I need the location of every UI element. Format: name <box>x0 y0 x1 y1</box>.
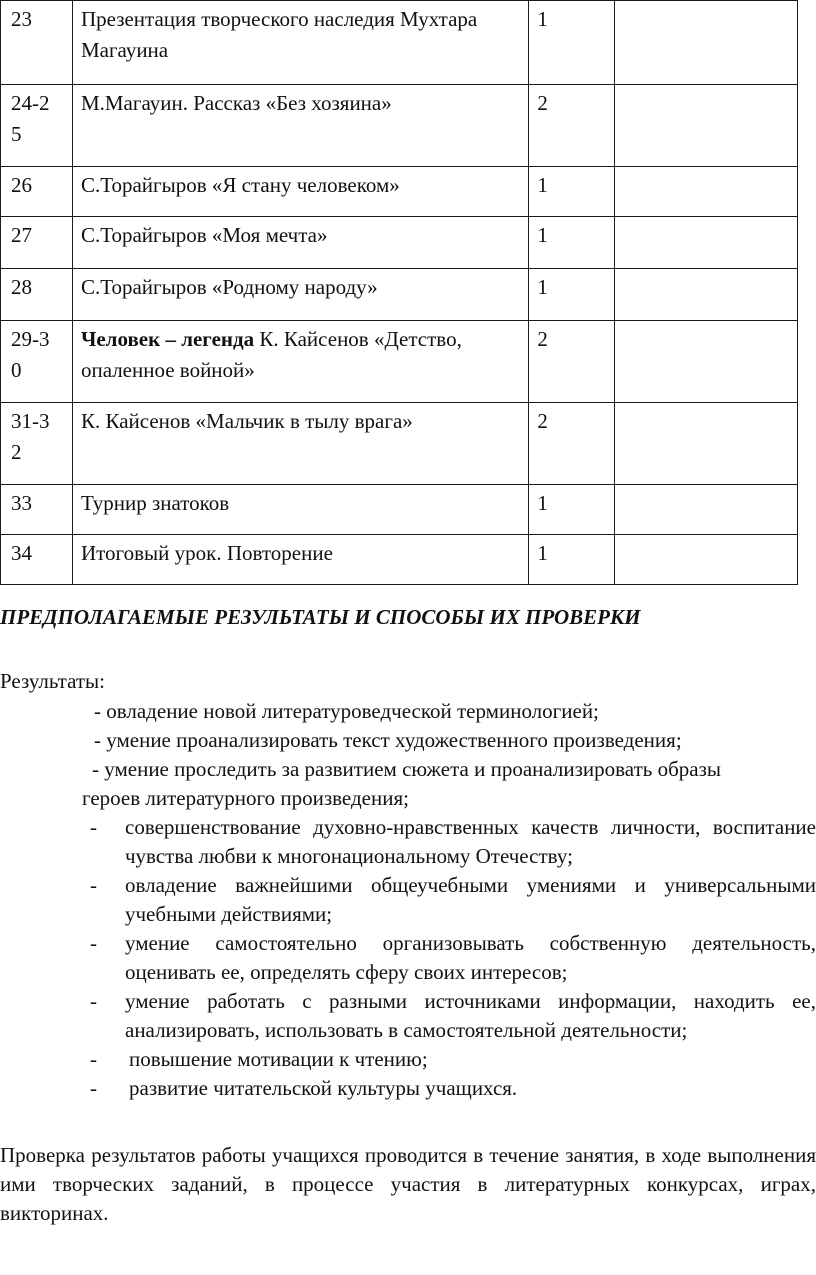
lesson-number-text: 24-25 <box>11 91 50 146</box>
lesson-hours: 1 <box>529 535 615 585</box>
lesson-topic: С.Торайгыров «Родному народу» <box>72 269 528 321</box>
result-item-text: повышение мотивации к чтению; <box>129 1047 428 1071</box>
table-row <box>1 535 798 585</box>
lesson-hours: 2 <box>529 321 615 403</box>
item-dash: - <box>90 1076 97 1100</box>
table-row <box>1 485 798 535</box>
table-row <box>1 167 798 217</box>
result-item <box>0 871 816 929</box>
lesson-hours: 1 <box>529 485 615 535</box>
empty-cell <box>615 1 798 85</box>
table-row <box>1 1 798 85</box>
empty-cell <box>615 403 798 485</box>
result-line-continuation: героев литературного произведения; <box>82 786 409 810</box>
lesson-hours: 1 <box>529 217 615 269</box>
lesson-number: 27 <box>1 217 73 269</box>
item-dash: - <box>90 873 97 897</box>
lesson-number: 23 <box>1 1 73 85</box>
lesson-number <box>1 85 73 167</box>
result-item <box>0 929 816 987</box>
item-dash: - <box>90 931 97 955</box>
table-row <box>1 403 798 485</box>
lesson-number-text: 29-30 <box>11 327 50 382</box>
item-dash: - <box>90 1047 97 1071</box>
table-row <box>1 85 798 167</box>
lesson-topic-heading: Человек – легенда <box>80 327 255 351</box>
result-line: - умение проанализировать текст художественного произведения; <box>94 728 682 752</box>
empty-cell <box>615 85 798 167</box>
section-title: ПРЕДПОЛАГАЕМЫЕ РЕЗУЛЬТАТЫ И СПОСОБЫ ИХ ПРОВЕРКИ <box>0 605 641 629</box>
empty-cell <box>615 535 798 585</box>
empty-cell <box>615 485 798 535</box>
result-item-text: развитие читательской культуры учащихся. <box>129 1076 518 1100</box>
item-dash: - <box>90 815 97 839</box>
lesson-topic <box>72 321 528 403</box>
result-item-text: совершенствование духовно-нравственных качеств личности, воспитание чувства любви к многонациональному Отечеству; <box>125 815 816 868</box>
empty-cell <box>615 321 798 403</box>
empty-cell <box>615 269 798 321</box>
result-item-text: умение работать с разными источниками информации, находить ее, анализировать, использовать в самостоятельной деятельности; <box>125 989 816 1042</box>
results-list <box>0 697 816 1103</box>
result-line: - умение проследить за развитием сюжета и проанализировать образы <box>92 757 721 781</box>
lesson-hours: 1 <box>529 1 615 85</box>
empty-cell <box>615 167 798 217</box>
result-item-text: умение самостоятельно организовывать собственную деятельность, оценивать ее, определять сферу своих интересов; <box>125 931 816 984</box>
lesson-number-text: 31-32 <box>11 409 50 464</box>
lesson-hours: 1 <box>529 167 615 217</box>
lesson-topic: К. Кайсенов «Мальчик в тылу врага» <box>72 403 528 485</box>
lesson-topic: Турнир знатоков <box>72 485 528 535</box>
lesson-topic: Итоговый урок. Повторение <box>72 535 528 585</box>
empty-cell <box>615 217 798 269</box>
lesson-number: 28 <box>1 269 73 321</box>
closing-paragraph: Проверка результатов работы учащихся проводится в течение занятия, в ходе выполнения ими творческих заданий, в процессе участия в литературных конкурсах, играх, викторинах. <box>0 1143 816 1225</box>
lesson-topic-text: К. Кайсенов «Детство, опаленное войной» <box>80 327 462 382</box>
lesson-hours: 1 <box>529 269 615 321</box>
lesson-number <box>1 403 73 485</box>
table-row <box>1 217 798 269</box>
lesson-hours: 2 <box>529 85 615 167</box>
lesson-number <box>1 321 73 403</box>
table-row <box>1 321 798 403</box>
lesson-number: 34 <box>1 535 73 585</box>
lesson-hours: 2 <box>529 403 615 485</box>
lesson-topic: С.Торайгыров «Моя мечта» <box>72 217 528 269</box>
lesson-number: 26 <box>1 167 73 217</box>
result-item <box>0 1045 816 1074</box>
lesson-topic: М.Магауин. Рассказ «Без хозяина» <box>72 85 528 167</box>
item-dash: - <box>90 989 97 1013</box>
result-item <box>0 1074 816 1103</box>
result-item <box>0 813 816 871</box>
lesson-topic: Презентация творческого наследия Мухтара Магауина <box>72 1 528 85</box>
result-item-text: овладение важнейшими общеучебными умениями и универсальными учебными действиями; <box>125 873 816 926</box>
result-line: - овладение новой литературоведческой терминологией; <box>94 699 599 723</box>
lesson-number: 33 <box>1 485 73 535</box>
results-label: Результаты: <box>0 669 105 693</box>
lesson-plan-table <box>0 0 798 585</box>
lesson-topic: С.Торайгыров «Я стану человеком» <box>72 167 528 217</box>
table-row <box>1 269 798 321</box>
result-item <box>0 987 816 1045</box>
